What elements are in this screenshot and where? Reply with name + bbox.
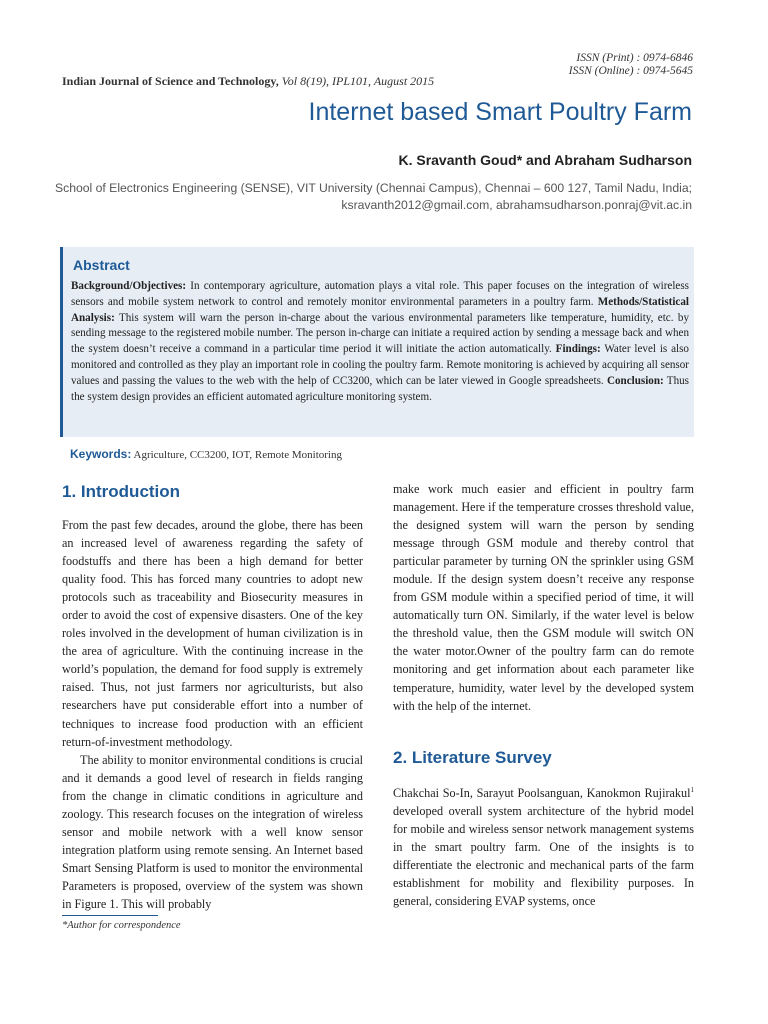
footnote-rule [62, 915, 158, 916]
paragraph: From the past few decades, around the globe, there has been an increased level of awareness regarding the safety of foodstuffs and there has been a high demand for better quality food. This has forced many countries to adopt new protocols such as traceability and Biosecurity measures in order to avoid the cost of expensive disasters. One of the key roles involved in the development of human civilization is in the area of agriculture. With the continuing increase in the world’s population, the demand for food supply is extremely raised. Thus, not just farmers nor agriculturists, but also researchers have put considerable effort into a number of techniques to increase food production with an efficient return-of-investment methodology. [62, 518, 363, 749]
lit-text-b: developed overall system architecture of the hybrid model for mobile and wireless sensor network management systems in the smart poultry farm. One of the insights is to differentiate the electronic and mechanical parts of the farm establishment for mobility and flexibility purposes. In general, considering EVAP systems, once [393, 804, 694, 909]
paragraph: The ability to monitor environmental conditions is crucial and it demands a good level of research in fields ranging from the change in climatic conditions in agriculture and zoology. This research focuses on the integration of wireless sensor and mobile network with a well know sensor integration platform using remote sensing. An Internet based Smart Sensing Platform is used to monitor the environmental Parameters is proposed, overview of the system was shown in Figure 1. This will probably [62, 752, 363, 911]
abstract-findings-label: Findings: [551, 343, 601, 356]
reference-marker: 1 [690, 786, 694, 794]
paragraph: make work much easier and efficient in poultry farm management. Here if the temperature crosses threshold value, the designed system will warn the person by sending message through GSM module and thereby control that particular parameter by turning ON the sprinkler using GSM module. If the design system doesn’t receive any response from GSM module within a specified period of time, it will automatically turn ON. Similarly, if the water level is below the threshold value, then the GSM module will switch ON the water motor.Owner of the poultry farm can do remote monitoring and get information about each parameter like temperature, humidity, water level by the developed system with the help of the internet. [393, 482, 694, 713]
paragraph [393, 781, 694, 910]
journal-citation [62, 74, 434, 89]
section-heading-introduction: 1. Introduction [62, 482, 181, 501]
issn-block [569, 52, 693, 78]
section-heading-literature-survey: 2. Literature Survey [393, 748, 552, 767]
introduction-body [62, 516, 363, 913]
paper-authors: K. Sravanth Goud* and Abraham Sudharson [398, 152, 692, 168]
affiliation [52, 180, 692, 214]
footnote: *Author for correspondence [62, 920, 181, 931]
abstract-methods-label: Methods/Statistical Analysis: [71, 295, 689, 324]
abstract-bg-label: Background/Objectives: [71, 280, 187, 292]
issn-online: ISSN (Online) : 0974-5645 [568, 65, 693, 77]
abstract-text [71, 279, 689, 405]
abstract-findings-text: Water level is also monitored and controlled as they play an important role in cooling the poultry farm. Remote monitoring is achieved by acquiring all sensor values and passing the values to the web with the help of CC3200, which can be later viewed in Google spreadsheets. [71, 343, 689, 387]
abstract-methods-text: This system will warn the person in-charge about the various environmental parameters like temperature, humidity, etc. by sending message to the registered mobile number. The person in-charge can initiate a required action by sending a message back and when the system doesn’t receive a command in a particular time period it will initiate the action automatically. [71, 311, 689, 356]
author-emails: ksravanth2012@gmail.com, abrahamsudharson.ponraj@vit.ac.in [341, 198, 692, 212]
journal-name: Indian Journal of Science and Technology, [62, 74, 279, 88]
affiliation-line: School of Electronics Engineering (SENSE), VIT University (Chennai Campus), Chennai – 600 127, Tamil Nadu, India; [54, 181, 692, 195]
introduction-continued [393, 480, 694, 715]
issn-print: ISSN (Print) : 0974-6846 [576, 52, 693, 64]
abstract-bg-text: In contemporary agriculture, automation plays a vital role. This paper focuses on the integration of wireless sensors and mobile system network to control and remotely monitor environmental parameters in a poultry farm. [71, 280, 689, 308]
abstract-heading: Abstract [73, 257, 130, 273]
abstract-conclusion-text: Thus the system design provides an efficient automated agriculture monitoring system. [71, 374, 689, 403]
paper-title: Internet based Smart Poultry Farm [308, 98, 692, 126]
keywords [70, 447, 342, 461]
abstract-box [60, 247, 694, 437]
journal-details: Vol 8(19), IPL101, August 2015 [278, 74, 435, 88]
lit-text-a: Chakchai So-In, Sarayut Poolsanguan, Kanokmon Rujirakul [393, 786, 691, 801]
keywords-text: Agriculture, CC3200, IOT, Remote Monitoring [131, 449, 342, 461]
keywords-label: Keywords: [70, 447, 132, 461]
abstract-conclusion-label: Conclusion: [603, 374, 664, 387]
literature-survey-body [393, 781, 694, 910]
